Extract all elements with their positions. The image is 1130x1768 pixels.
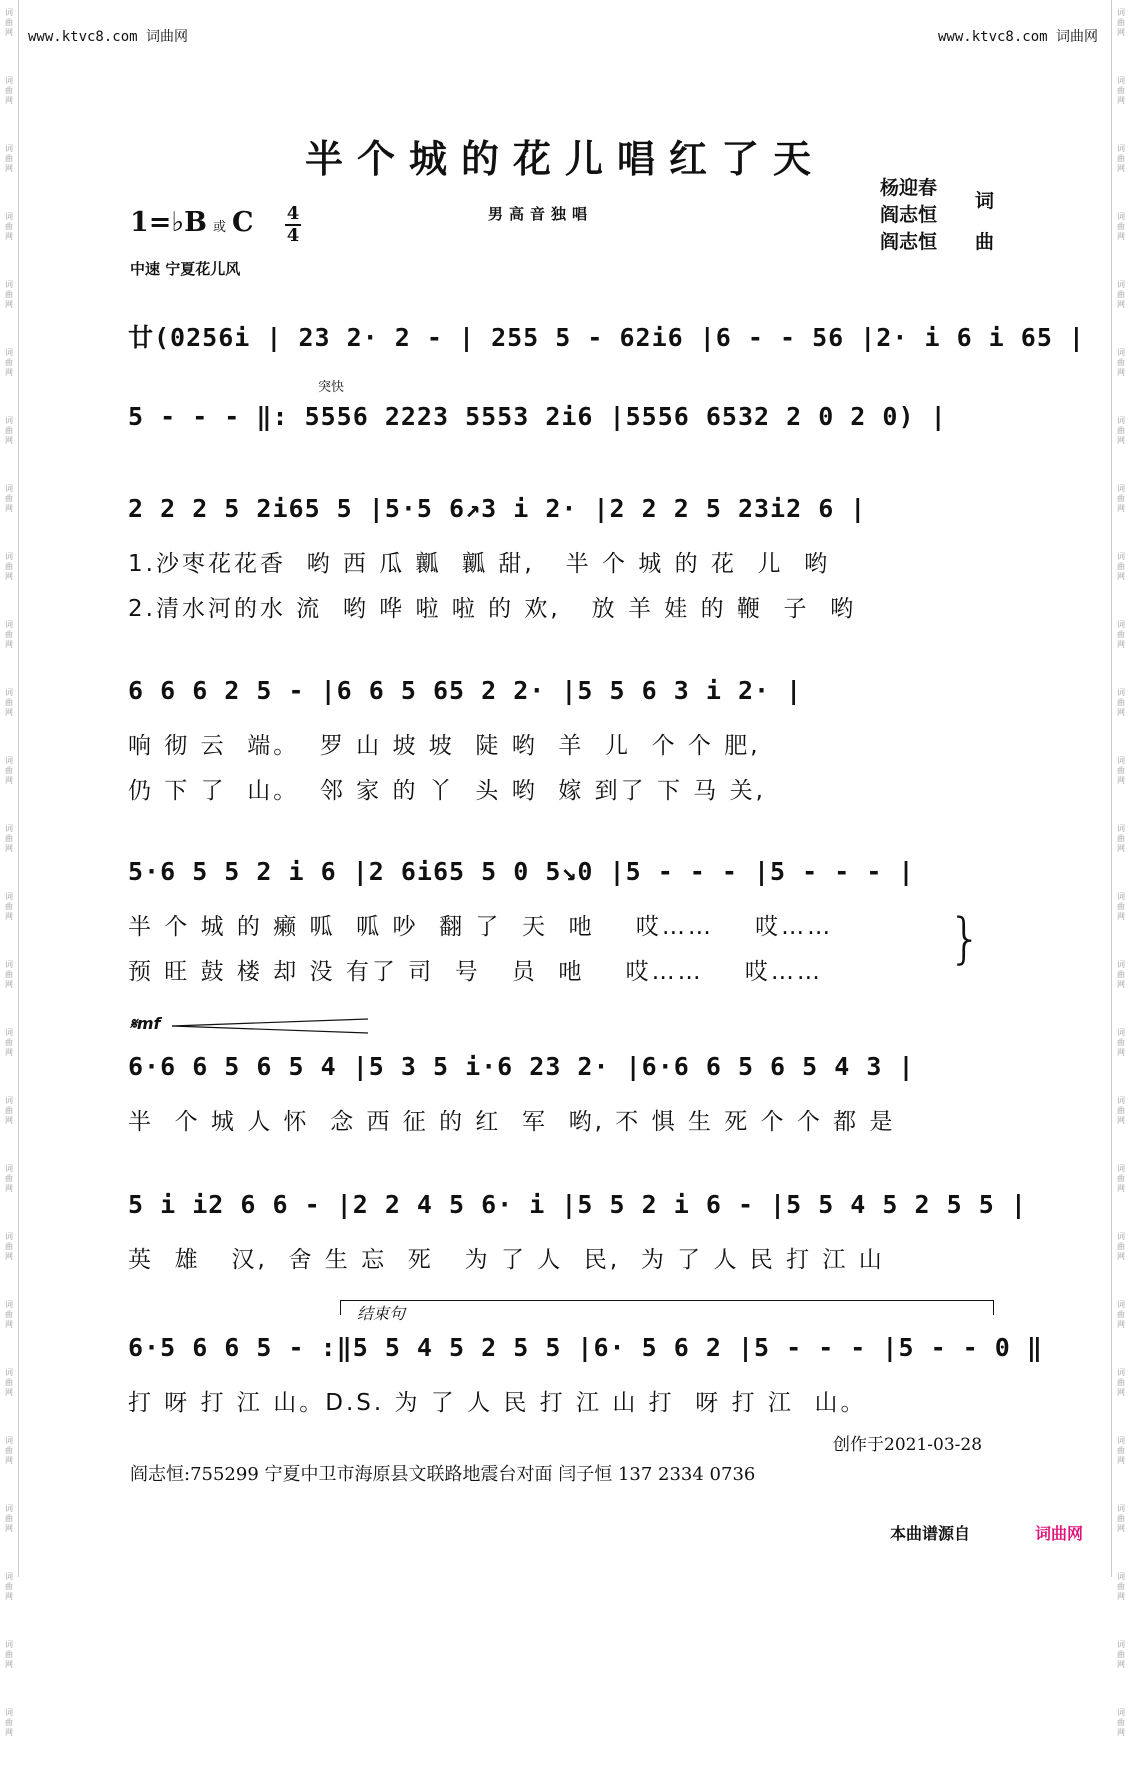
song-subtitle: 男高音独唱 xyxy=(488,205,594,223)
lyric-line-4b: 仍 下 了 山。 邻 家 的 丫 头 哟 嫁 到了 下 马 关, xyxy=(128,778,766,804)
verse-brace: } xyxy=(948,907,983,970)
contact-info: 阎志恒:755299 宁夏中卫市海原县文联路地震台对面 闫子恒 137 2334 0736 xyxy=(130,1464,756,1485)
staff-line-7: 5 i i2 6 6 - |2 2 4 5 6· i |5 5 2 i 6 - |5 5 4 5 2 5 5 | xyxy=(128,1190,1027,1219)
site-header-left[interactable]: www.ktvc8.com 词曲网 xyxy=(28,29,189,45)
tempo-marking: 中速 宁夏花儿风 xyxy=(130,260,241,278)
dynamic-marking: 𝄋mf xyxy=(130,1014,161,1033)
music-label: 曲 xyxy=(975,231,995,253)
song-title: 半个城的花儿唱红了天 xyxy=(304,136,825,181)
staff-line-8: 6·5 6 6 5 - :‖5 5 4 5 2 5 5 |6· 5 6 2 |5 - - - |5 - - 0 ‖ xyxy=(128,1333,1043,1362)
crescendo-hairpin xyxy=(172,1018,372,1034)
staff-line-1: 廿(0256i | 23 2· 2 - | 255 5 - 62i6 |6 - - 56 |2· i 6 i 65 | xyxy=(128,323,1085,352)
staff-line-4: 6 6 6 2 5 - |6 6 5 65 2 2· |5 5 6 3 i 2· | xyxy=(128,676,803,705)
lyric-line-5b: 预 旺 鼓 楼 却 没 有了 司 号 员 吔 哎…… 哎…… xyxy=(128,959,823,985)
ending-bracket xyxy=(340,1300,994,1315)
lyric-line-8: 打 呀 打 江 山。D.S. 为 了 人 民 打 江 山 打 呀 打 江 山。 xyxy=(128,1390,867,1416)
created-date: 创作于2021-03-28 xyxy=(833,1435,983,1455)
staff-line-3: 2 2 2 5 2i65 5 |5·5 6↗3 i 2· |2 2 2 5 23i2 6 | xyxy=(128,494,867,523)
lyric-line-3b: 2.清水河的水 流 哟 哗 啦 啦 的 欢, 放 羊 娃 的 鞭 子 哟 xyxy=(128,596,857,622)
lyric-line-4a: 响 彻 云 端。 罗 山 坡 坡 陡 哟 羊 儿 个 个 肥, xyxy=(128,733,761,759)
annotation-ending: 结束句 xyxy=(357,1304,406,1323)
time-signature xyxy=(285,205,301,245)
time-top: 4 xyxy=(286,203,300,224)
lyricist-1: 杨迎春 xyxy=(880,177,938,199)
annotation-fast: 突快 xyxy=(318,380,345,395)
source-label: 本曲谱源自 xyxy=(890,1524,971,1543)
lyric-line-7: 英 雄 汉, 舍 生 忘 死 为 了 人 民, 为 了 人 民 打 江 山 xyxy=(128,1247,885,1273)
key-or: 或 xyxy=(212,220,226,235)
right-margin-rule xyxy=(1111,0,1112,1577)
time-bottom: 4 xyxy=(286,225,300,246)
lyric-line-3a: 1.沙枣花花香 哟 西 瓜 瓤 瓤 甜, 半 个 城 的 花 儿 哟 xyxy=(128,551,831,577)
lyric-line-6: 半 个 城 人 怀 念 西 征 的 红 军 哟, 不 惧 生 死 个 个 都 是 xyxy=(128,1109,896,1135)
staff-line-6: 6·6 6 5 6 5 4 |5 3 5 i·6 23 2· |6·6 6 5 6 5 4 3 | xyxy=(128,1052,915,1081)
lyric-line-5a: 半 个 城 的 癞 呱 呱 吵 翻 了 天 吔 哎…… 哎…… xyxy=(128,914,834,940)
staff-line-2: 5 - - - ‖: 5556 2223 5553 2i6 |5556 6532 2 0 2 0) | xyxy=(128,402,947,431)
lyricist-2: 阎志恒 xyxy=(880,204,938,226)
source-site-link[interactable]: 词曲网 xyxy=(1035,1524,1084,1543)
key-alt: C xyxy=(231,207,254,238)
left-margin-rule xyxy=(18,0,19,1577)
composer: 阎志恒 xyxy=(880,231,938,253)
key-signature xyxy=(130,207,253,238)
staff-line-5: 5·6 5 5 2 i 6 |2 6i65 5 0 5↘0 |5 - - - |5 - - - | xyxy=(128,857,915,886)
site-header-right[interactable]: www.ktvc8.com 词曲网 xyxy=(938,29,1099,45)
left-watermark-column: 词 曲 网 词 曲 网 词 曲 网 词 曲 网 词 曲 网 词 曲 网 词 曲 网 词 曲 网 词 曲 网 词 曲 网 词 曲 网 词 曲 网 词 曲 网 词 曲 网 词 曲 网 词 曲 网 词 曲 网 词 曲 网 词 曲 网 词 曲 网 词 曲 网 词 曲 网 词 曲 网 词 曲 网 词 曲 网 词 曲 网 xyxy=(5,8,13,1737)
lyric-label: 词 xyxy=(975,190,995,212)
right-watermark-column: 词 曲 网 词 曲 网 词 曲 网 词 曲 网 词 曲 网 词 曲 网 词 曲 网 词 曲 网 词 曲 网 词 曲 网 词 曲 网 词 曲 网 词 曲 网 词 曲 网 词 曲 网 词 曲 网 词 曲 网 词 曲 网 词 曲 网 词 曲 网 词 曲 网 词 曲 网 词 曲 网 词 曲 网 词 曲 网 词 曲 网 xyxy=(1117,8,1125,1737)
key-main: 1=♭B xyxy=(130,207,207,238)
